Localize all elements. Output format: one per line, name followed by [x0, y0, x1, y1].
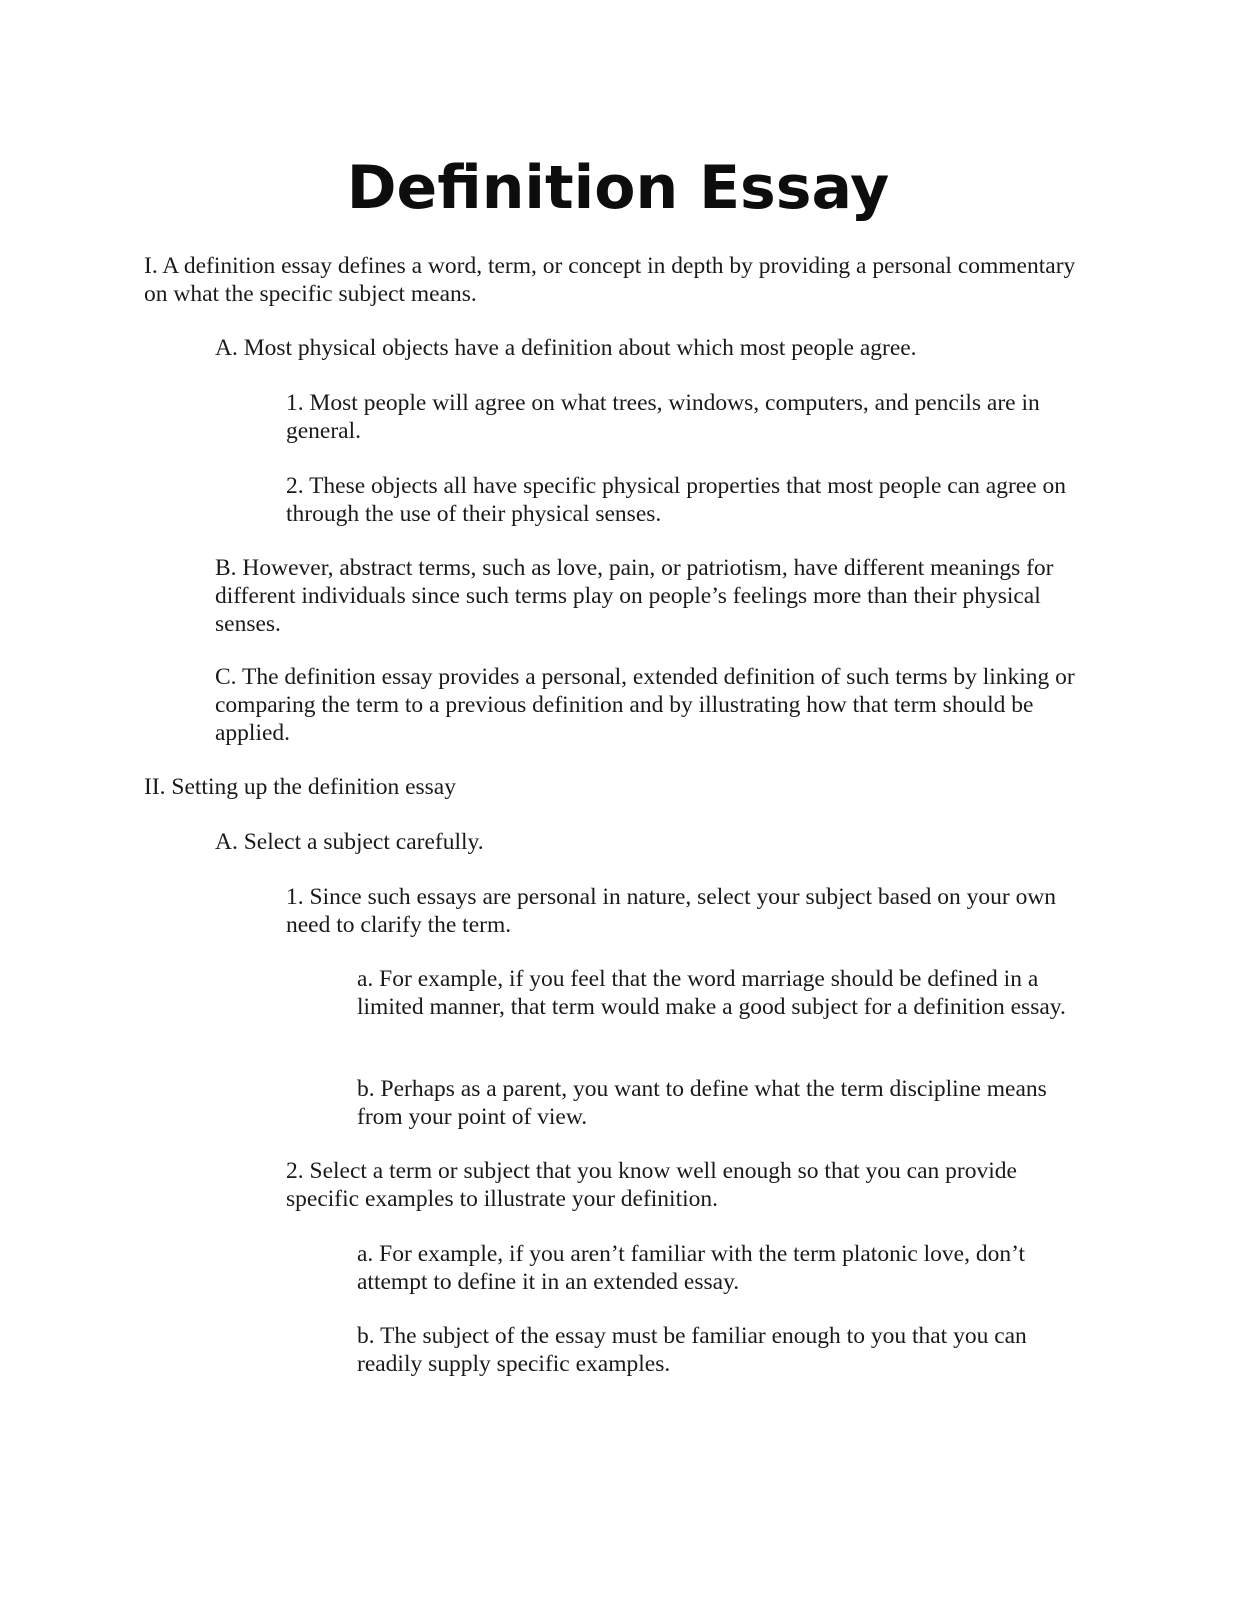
outline-item-II-A-1-a: a. For example, if you feel that the word marriage should be defined in a limited manner, that term would make a good subject for a definition essay.: [357, 966, 1066, 1020]
page-title: Definition Essay: [346, 153, 890, 223]
outline-item-I-B: B. However, abstract terms, such as love, pain, or patriotism, have different meanings for different individuals since such terms play on people’s feelings more than their physical senses.: [215, 555, 1054, 637]
outline-item-II-A-2-b: b. The subject of the essay must be familiar enough to you that you can readily supply specific examples.: [357, 1323, 1027, 1377]
outline-item-I: I. A definition essay defines a word, term, or concept in depth by providing a personal commentary on what the specific subject means.: [144, 253, 1076, 307]
outline-item-II-A-1-b: b. Perhaps as a parent, you want to define what the term discipline means from your point of view.: [357, 1076, 1047, 1130]
outline-item-II-A: A. Select a subject carefully.: [215, 829, 484, 855]
outline-item-II-A-2-a: a. For example, if you aren’t familiar with the term platonic love, don’t attempt to define it in an extended essay.: [357, 1241, 1026, 1295]
outline-item-I-A-2: 2. These objects all have specific physical properties that most people can agree on through the use of their physical senses.: [286, 473, 1067, 527]
outline-item-I-A: A. Most physical objects have a definition about which most people agree.: [215, 335, 917, 361]
outline-item-II: II. Setting up the definition essay: [144, 774, 456, 800]
outline-item-I-A-1: 1. Most people will agree on what trees, windows, computers, and pencils are in general.: [286, 390, 1040, 444]
outline-item-II-A-2: 2. Select a term or subject that you know well enough so that you can provide specific examples to illustrate your definition.: [286, 1158, 1017, 1212]
outline-item-I-C: C. The definition essay provides a personal, extended definition of such terms by linking or comparing the term to a previous definition and by illustrating how that term should be applied.: [215, 664, 1075, 746]
outline-item-II-A-1: 1. Since such essays are personal in nature, select your subject based on your own need to clarify the term.: [286, 884, 1057, 938]
